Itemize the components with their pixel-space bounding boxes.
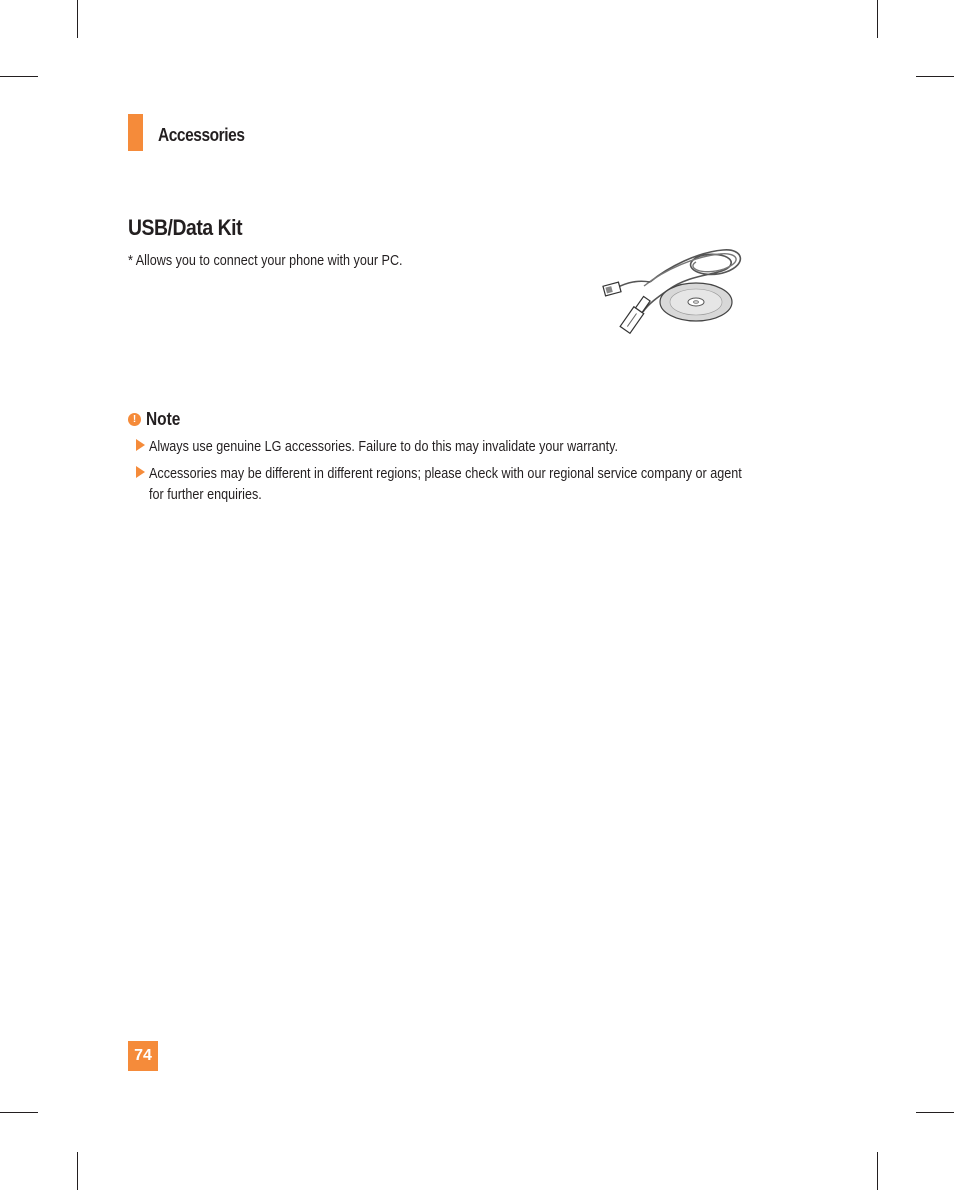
usb-cable-and-cd-icon	[598, 242, 748, 343]
note-item-text: Accessories may be different in different regions; please check with our regional service company or agent	[149, 465, 742, 482]
note-exclamation-icon: !	[128, 413, 141, 426]
chapter-title: Accessories	[158, 125, 245, 145]
note-header	[128, 409, 186, 430]
note-item-text: Always use genuine LG accessories. Failure to do this may invalidate your warranty.	[149, 438, 618, 455]
bullet-arrow-icon	[136, 439, 145, 451]
note-label: Note	[146, 409, 181, 429]
section-title: USB/Data Kit	[128, 215, 243, 240]
crop-mark	[877, 0, 878, 38]
crop-mark	[0, 76, 38, 77]
header-accent-bar	[128, 114, 143, 151]
note-item-text: for further enquiries.	[149, 486, 262, 503]
bullet-arrow-icon	[136, 466, 145, 478]
crop-mark	[77, 0, 78, 38]
page-number: 74	[128, 1041, 158, 1071]
crop-mark	[0, 1112, 38, 1113]
crop-mark	[916, 1112, 954, 1113]
crop-mark	[77, 1152, 78, 1190]
crop-mark	[916, 76, 954, 77]
section-description: * Allows you to connect your phone with your PC.	[128, 252, 403, 269]
crop-mark	[877, 1152, 878, 1190]
